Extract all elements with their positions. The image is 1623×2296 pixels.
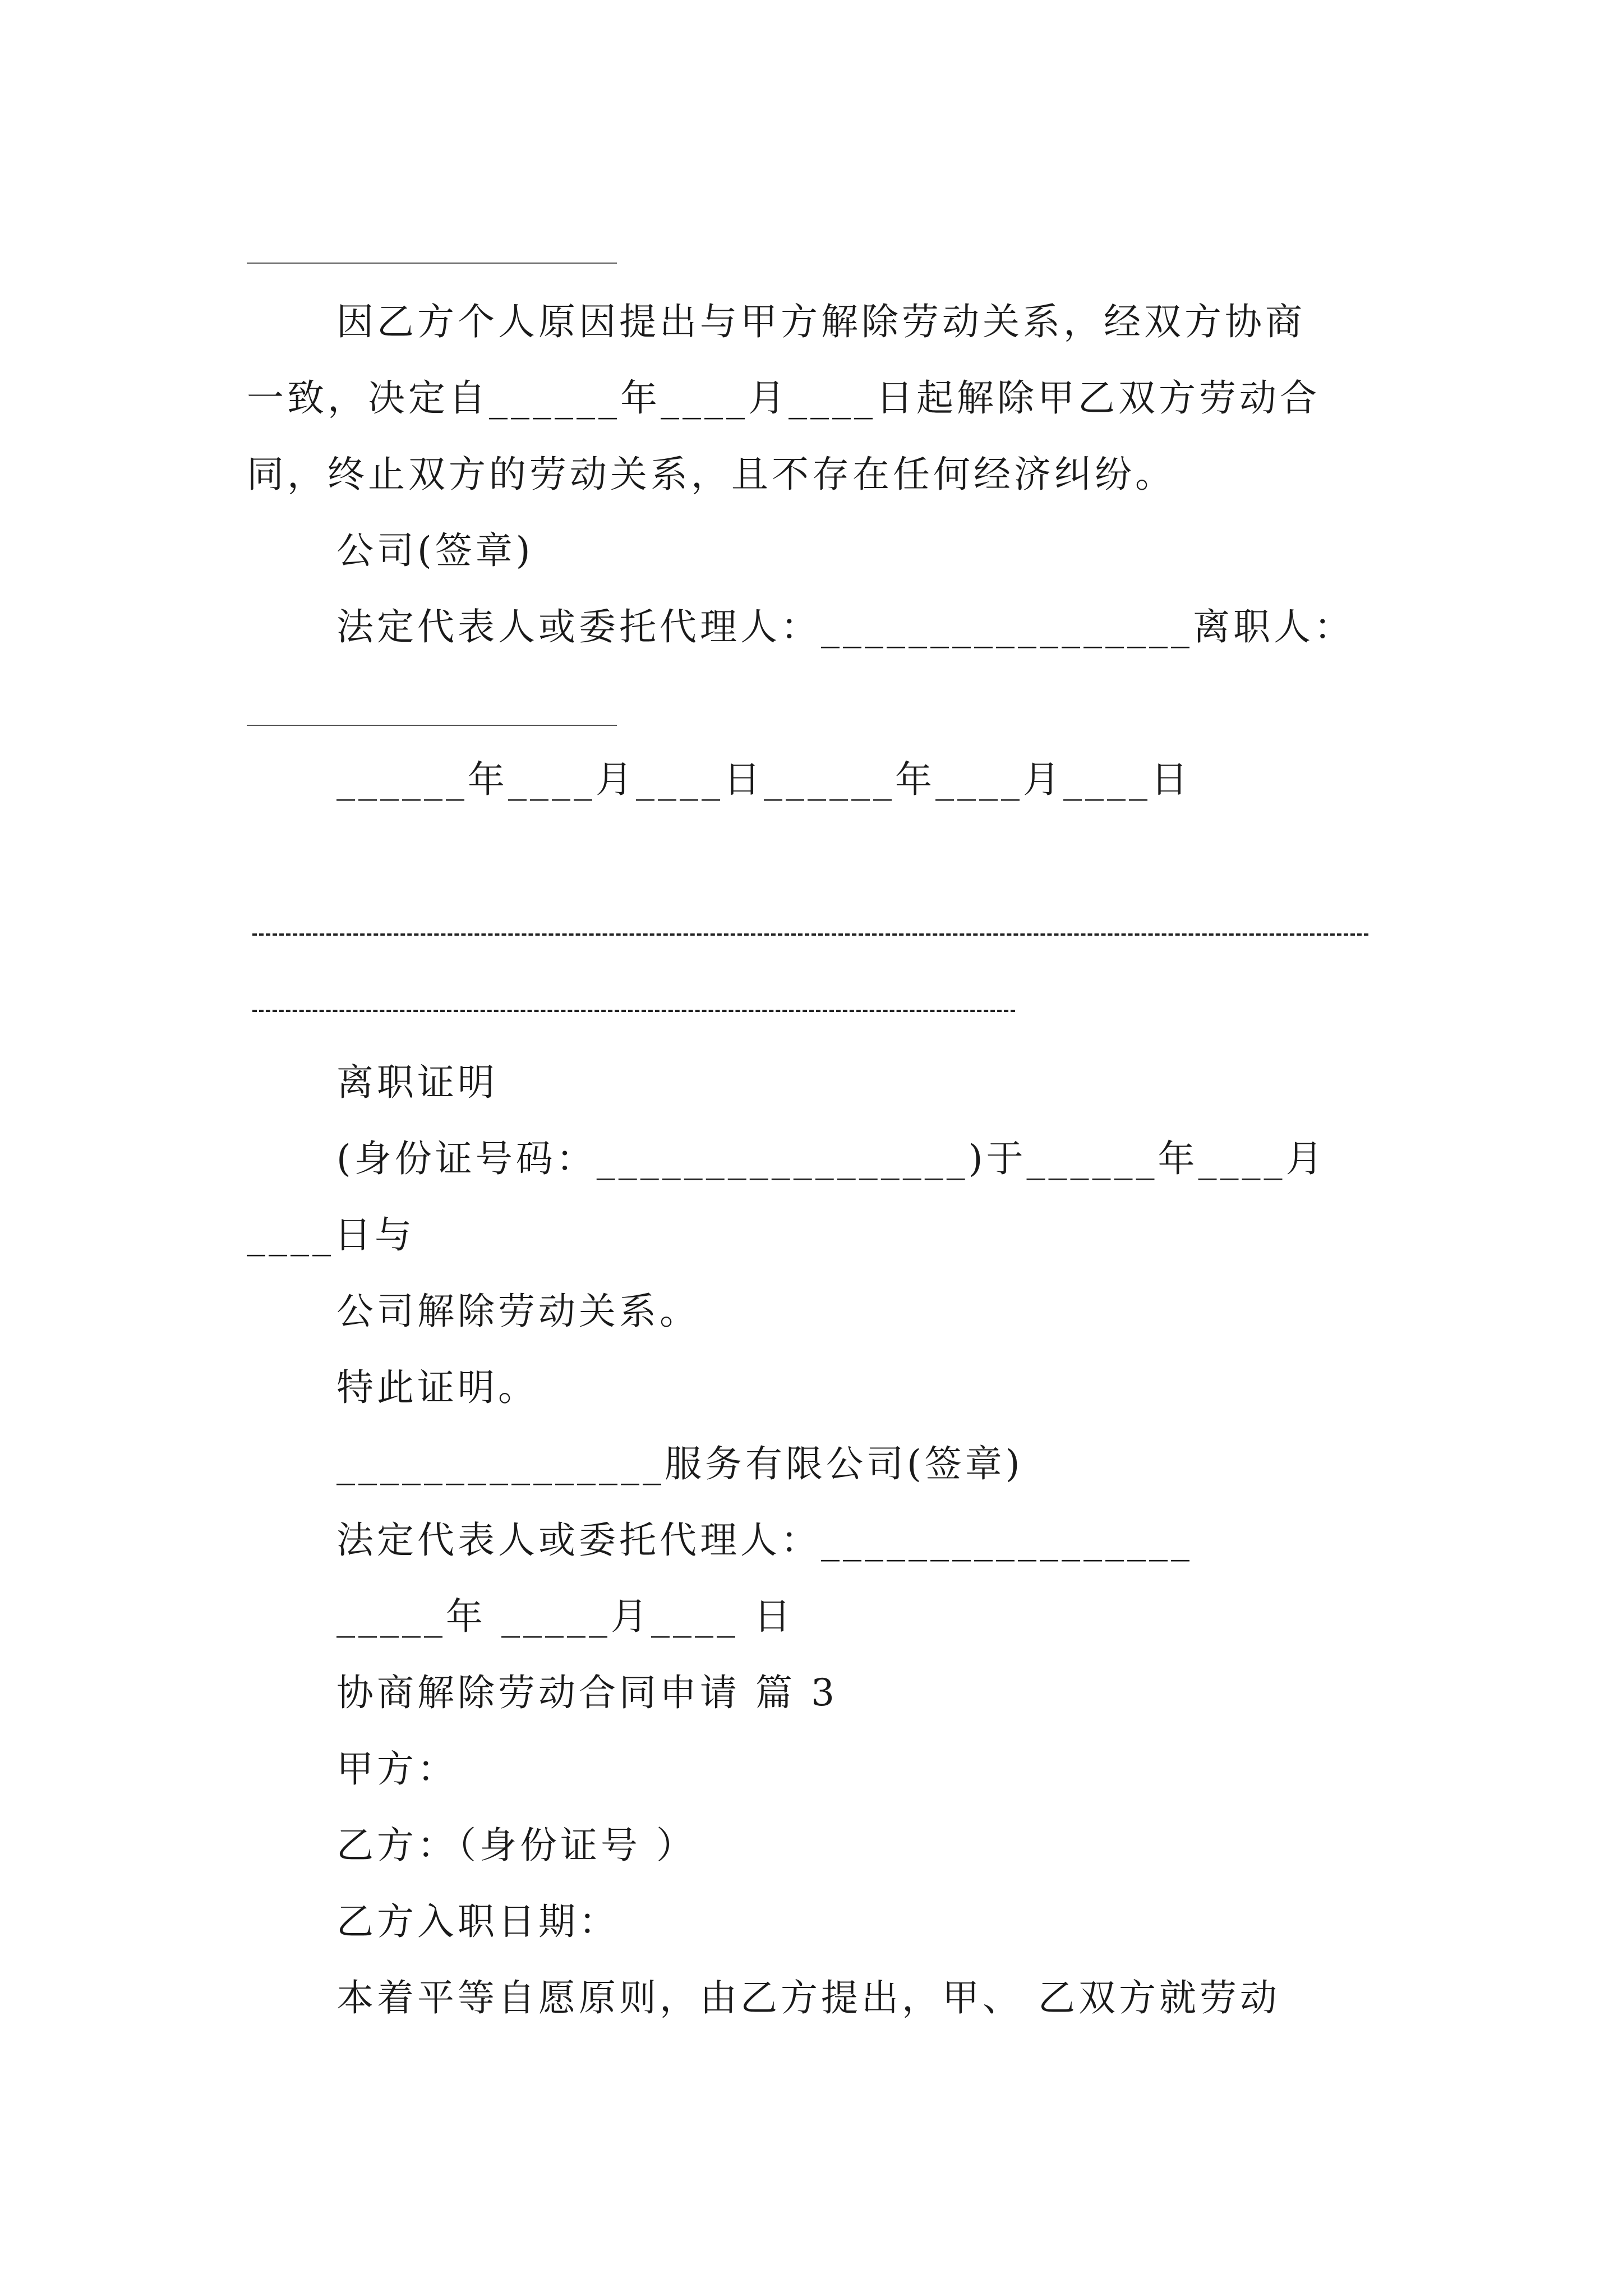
- paragraph-line: 本着平等自愿原则，由乙方提出，甲、 乙双方就劳动: [336, 1976, 1280, 2019]
- relation-line: 公司解除劳动关系。: [336, 1290, 700, 1333]
- date-line: ______年____月____日______年____月____日: [336, 758, 1191, 801]
- representative-line: 法定代表人或委托代理人：_________________离职人：: [336, 605, 1354, 648]
- entry-date-label: 乙方入职日期：: [336, 1900, 619, 1943]
- company-seal-label: 公司(签章): [336, 529, 534, 572]
- section-title: 协商解除劳动合同申请 篇 3: [336, 1671, 838, 1714]
- paragraph-line: 一致，决定自______年____月____日起解除甲乙双方劳动合: [247, 376, 1320, 420]
- signature-blank-line: [247, 263, 617, 264]
- id-line: (身份证号码：_________________)于______年____月: [336, 1137, 1326, 1180]
- party-b-label: 乙方：（身份证号 ）: [336, 1824, 697, 1867]
- paragraph-line: 因乙方个人原因提出与甲方解除劳动关系，经双方协商: [336, 300, 1306, 343]
- hereby-line: 特此证明。: [336, 1366, 538, 1409]
- representative-line: 法定代表人或委托代理人：_________________: [336, 1519, 1193, 1562]
- company-seal-label: _______________服务有限公司(签章): [336, 1442, 1023, 1485]
- date-line: _____年 _____月____ 日: [336, 1595, 794, 1638]
- section-separator: [252, 1010, 1015, 1012]
- party-a-label: 甲方：: [336, 1747, 458, 1791]
- section-title: 离职证明: [336, 1061, 498, 1104]
- signature-blank-line: [247, 725, 617, 726]
- section-separator: [252, 933, 1368, 936]
- paragraph-line: 同，终止双方的劳动关系，且不存在任何经济纠纷。: [247, 453, 1175, 496]
- id-line: ____日与: [247, 1213, 415, 1257]
